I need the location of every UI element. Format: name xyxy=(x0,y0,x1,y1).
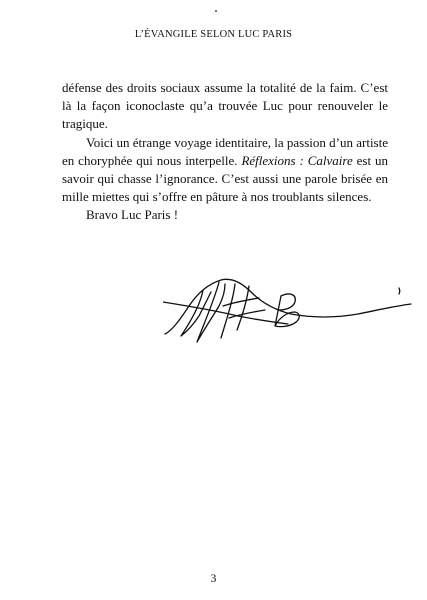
paragraph-1: défense des droits sociaux assume la totalité de la faim. C’est là la façon iconoclaste qu’a trouvée Luc pour renouveler le tragique. xyxy=(62,80,388,132)
paragraph-2-rest: est un savoir qui chasse l’ignorance. C’est aussi une parole brisée en mille miettes qui s’offre en pâture à nos troublants silences. xyxy=(62,152,388,205)
paragraph-2 xyxy=(62,134,388,207)
body-text xyxy=(62,79,388,225)
paragraph-2-intro: Voici un étrange voyage identitaire, la passion d’un artiste en choryphée qui nous interpelle. xyxy=(62,134,388,168)
running-header: L’ÉVANGILE SELON LUC PARIS xyxy=(134,29,293,40)
closing-line: Bravo Luc Paris ! xyxy=(86,207,179,223)
page-number: 3 xyxy=(210,573,217,585)
handwritten-signature xyxy=(163,272,413,352)
book-title: Réflexions : Calvaire xyxy=(241,152,353,168)
scan-speck xyxy=(215,10,217,12)
